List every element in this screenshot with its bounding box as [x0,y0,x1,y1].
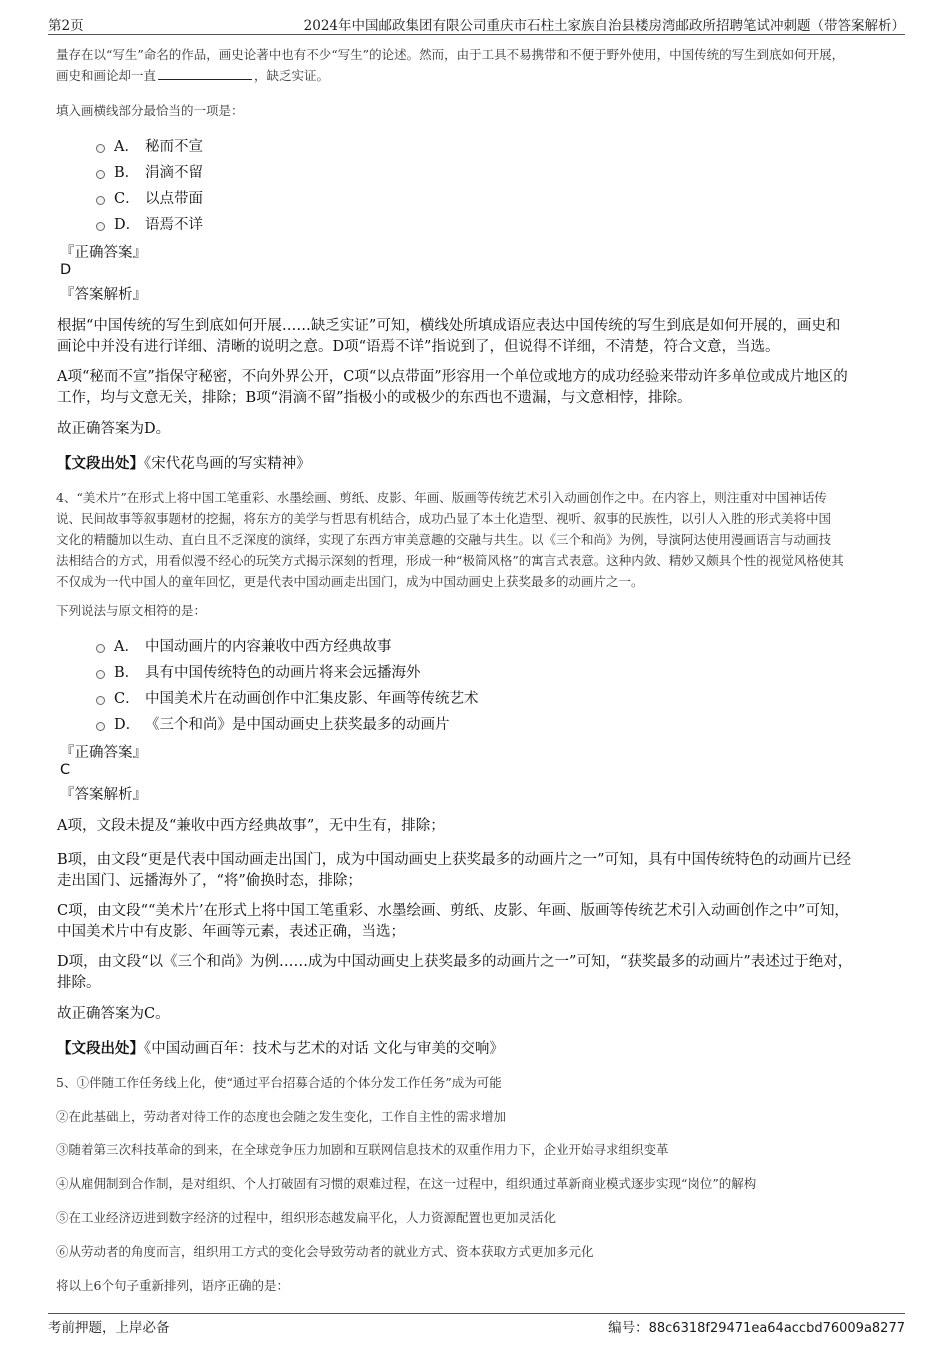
q4-analysis-a: A项，文段未提及“兼收中西方经典故事”，无中生有，排除； [57,818,445,834]
q4-analysis-b: B项，由文段“更是代表中国动画走出国门，成为中国动画史上获奖最多的动画片之一”可知，具有中国传统特色的动画片已经 走出国门、远播海外了，“将”偷换时态，排除； [57,852,851,889]
radio-icon[interactable] [96,196,105,205]
q3-answer-label: 『正确答案』 [60,245,147,261]
q3-passage-line-1: 量存在以“写生”命名的作品，画史论著中也有不少“写生”的论述。然而，由于工具不易携带和不便于野外使用，中国传统的写生到底如何开展， [56,47,845,62]
radio-icon[interactable] [96,722,105,731]
q4-analysis-c: C项，由文段““美术片’在形式上将中国工笔重彩、水墨绘画、剪纸、皮影、年画、版画等传统艺术引入动画创作之中”可知， 中国美术片中有皮影、年画等元素，表述正确，当选； [57,903,849,940]
footer-slogan: 考前押题，上岸必备 [48,1320,170,1336]
q4-analysis-label: 『答案解析』 [60,787,147,803]
document-title: 2024年中国邮政集团有限公司重庆市石柱土家族自治县楼房湾邮政所招聘笔试冲刺题（带答案解析） [303,18,905,34]
q4-option-b[interactable]: B． 具有中国传统特色的动画片将来会远播海外 [96,660,421,682]
q4-option-a[interactable]: A． 中国动画片的内容兼收中西方经典故事 [96,634,392,656]
q5-sentence-3: ③随着第三次科技革命的到来，在全球竞争压力加剧和互联网信息技术的双重作用力下，企业开始寻求组织变革 [56,1142,669,1157]
q4-answer-label: 『正确答案』 [60,745,147,761]
q3-source: 【文段出处】《宋代花鸟画的写实精神》 [57,455,311,472]
q4-prompt: 下列说法与原文相符的是： [56,603,207,618]
fill-blank [158,67,252,80]
q4-answer: C [60,762,71,778]
q3-option-d[interactable]: D． 语焉不详 [96,212,203,234]
q3-answer: D [60,262,72,278]
q3-option-a[interactable]: A． 秘而不宣 [96,134,203,156]
q3-option-b[interactable]: B． 涓滴不留 [96,160,203,182]
radio-icon[interactable] [96,644,105,653]
q3-analysis-para-1: 根据“中国传统的写生到底如何开展……缺乏实证”可知，横线处所填成语应表达中国传统的写生到底是如何开展的，画史和 画论中并没有进行详细、清晰的说明之意。D项“语焉不详”指说到了，但说得不详细，不清楚，符合文意，当选。 [57,318,841,355]
q4-analysis-d: D项，由文段“以《三个和尚》为例……成为中国动画史上获奖最多的动画片之一”可知，“获奖最多的动画片”表述过于绝对， 排除。 [57,954,853,991]
radio-icon[interactable] [96,670,105,679]
q4-passage: 4、“美术片”在形式上将中国工笔重彩、水墨绘画、剪纸、皮影、年画、版画等传统艺术引入动画创作之中。在内容上，则注重对中国神话传 说、民间故事等叙事题材的挖掘，将东方的美学与哲思有机结合，成功凸显了本土化造型、视听、叙事的民族性，以引人入胜的形式美将中国 文化的精髓加以生动、直白且不乏深度的演绎，实现了东西方审美意趣的交融与共生。以《三个和尚》为例，导演阿达使用漫画语言与动画技 法相结合的方式，用看似漫不经心的玩笑方式揭示深刻的哲理，形成一种“极简风格”的寓言式表意。这种内敛、精妙又颇具个性的视觉风格使其 不仅成为一代中国人的童年回忆，更是代表中国动画走出国门，成为中国动画史上获奖最多的动画片之一。 [56,490,844,589]
radio-icon[interactable] [96,222,105,231]
page-number: 第2页 [48,18,84,34]
q5-sentence-1: 5、①伴随工作任务线上化，使“通过平台招募合适的个体分发工作任务”成为可能 [56,1075,502,1090]
radio-icon[interactable] [96,144,105,153]
radio-icon[interactable] [96,696,105,705]
q3-analysis-label: 『答案解析』 [60,287,147,303]
q4-conclusion: 故正确答案为C。 [57,1006,170,1022]
q3-prompt: 填入画横线部分最恰当的一项是： [56,103,244,118]
q4-option-c[interactable]: C． 中国美术片在动画创作中汇集皮影、年画等传统艺术 [96,686,479,708]
q4-option-d[interactable]: D． 《三个和尚》是中国动画史上获奖最多的动画片 [96,712,450,734]
q3-conclusion: 故正确答案为D。 [57,421,171,437]
radio-icon[interactable] [96,170,105,179]
page-header [48,14,905,35]
q5-sentence-6: ⑥从劳动者的角度而言，组织用工方式的变化会导致劳动者的就业方式、资本获取方式更加多元化 [56,1244,594,1259]
document-id: 编号：88c6318f29471ea64accbd76009a8277 [608,1320,905,1336]
q5-prompt: 将以上6个句子重新排列，语序正确的是： [56,1278,289,1293]
q5-sentence-2: ②在此基础上，劳动者对待工作的态度也会随之发生变化，工作自主性的需求增加 [56,1109,507,1124]
q3-passage [56,44,901,86]
q4-source: 【文段出处】《中国动画百年：技术与艺术的对话 文化与审美的交响》 [57,1040,504,1057]
q5-sentence-5: ⑤在工业经济迈进到数字经济的过程中，组织形态越发扁平化，人力资源配置也更加灵活化 [56,1210,557,1225]
q3-option-c[interactable]: C． 以点带面 [96,186,203,208]
q3-analysis-para-2: A项“秘而不宣”指保守秘密，不向外界公开，C项“以点带面”形容用一个单位或地方的成功经验来带动许多单位或成片地区的 工作，均与文意无关，排除；B项“涓滴不留”指极小的或极少的东西也不遗漏，与文意相悖，排除。 [57,369,848,406]
q5-sentence-4: ④从雇佣制到合作制，是对组织、个人打破固有习惯的艰难过程，在这一过程中，组织通过革新商业模式逐步实现“岗位”的解构 [56,1176,757,1191]
q3-passage-line-2: 画史和画论却一直 ，缺乏实证。 [56,68,330,83]
page-footer [48,1313,905,1336]
